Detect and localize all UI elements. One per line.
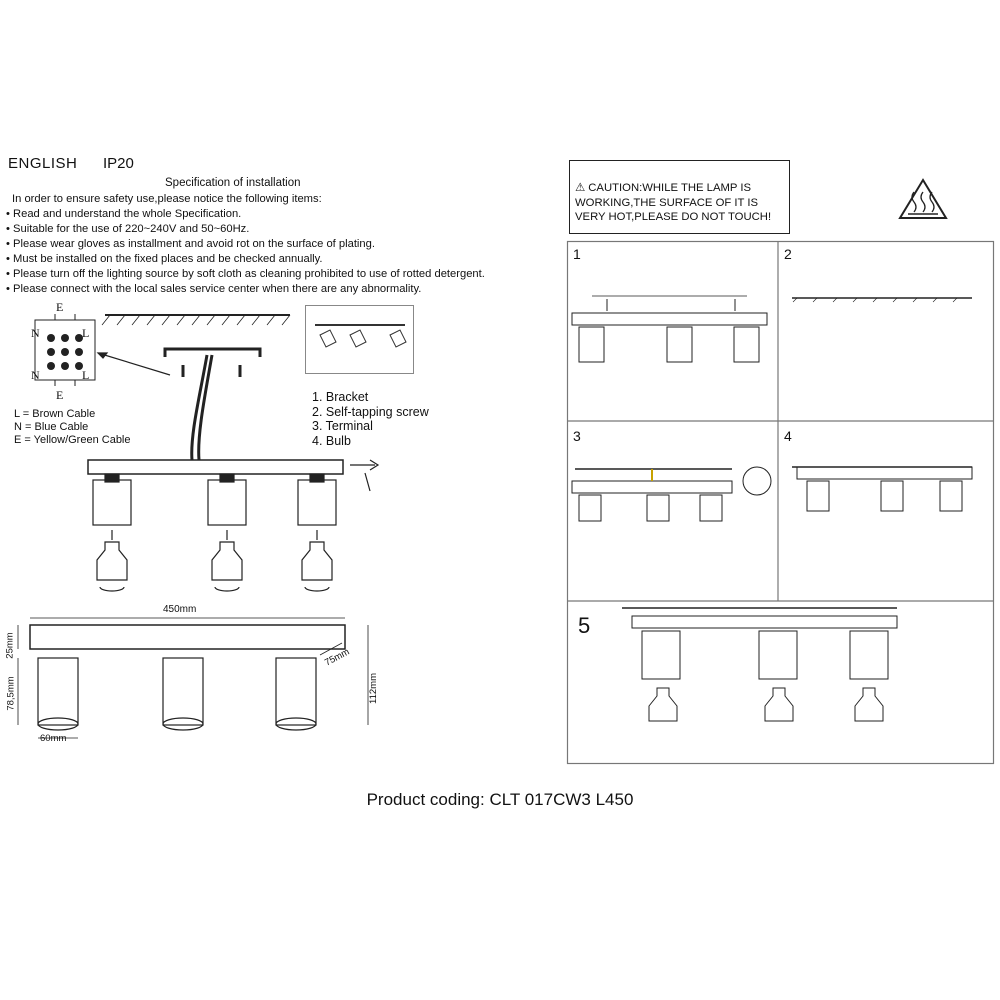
dim-base-height: 25mm xyxy=(4,632,16,659)
part-item: 4. Bulb xyxy=(312,433,351,448)
legend-item: N = Blue Cable xyxy=(14,421,89,433)
dim-shade-height: 78,5mm xyxy=(5,676,17,711)
legend-item: L = Brown Cable xyxy=(14,408,96,420)
product-coding: Product coding: CLT 017CW3 L450 xyxy=(366,790,634,809)
dim-shade-width: 60mm xyxy=(40,733,67,744)
language-label: ENGLISH xyxy=(8,155,78,172)
hot-surface-icon xyxy=(898,178,948,220)
step-number: 5 xyxy=(578,613,591,638)
spec-rule: • Must be installed on the fixed places and be checked annually. xyxy=(6,253,323,265)
part-item: 2. Self-tapping screw xyxy=(312,404,429,419)
part-item: 1. Bracket xyxy=(312,390,369,404)
spec-rule: • Please connect with the local sales service center when there are any abnormality. xyxy=(6,283,422,295)
spec-title: Specification of installation xyxy=(165,177,301,189)
spec-rule: • Please wear gloves as installment and avoid rot on the surface of plating. xyxy=(6,238,375,250)
ip-rating: IP20 xyxy=(103,155,134,172)
spec-rule: • Please turn off the lighting source by soft cloth as cleaning prohibited to use of rotted detergent. xyxy=(6,268,485,280)
spec-rule: • Suitable for the use of 220~240V and 50~60Hz. xyxy=(6,223,250,235)
legend-item: E = Yellow/Green Cable xyxy=(14,434,131,446)
part-item: 3. Terminal xyxy=(312,419,373,433)
spec-rule: In order to ensure safety use,please notice the following items: xyxy=(12,193,322,205)
steps-grid xyxy=(567,241,994,766)
caution-line: ⚠ CAUTION:WHILE THE LAMP IS xyxy=(575,182,752,194)
step-number: 2 xyxy=(784,246,792,262)
step-number: 4 xyxy=(784,428,792,444)
terminal-e-bottom: E xyxy=(56,388,64,402)
dim-length: 450mm xyxy=(163,604,197,615)
terminal-e-top: E xyxy=(56,300,64,314)
dimension-drawing xyxy=(0,600,420,750)
spec-rule: • Read and understand the whole Specification. xyxy=(6,208,242,220)
terminal-n-bottom: N xyxy=(31,368,40,382)
step-number: 1 xyxy=(573,246,581,262)
terminal-l-top: L xyxy=(82,326,90,340)
dim-total-height: 112mm xyxy=(367,673,379,704)
caution-line: WORKING,THE SURFACE OF IT IS xyxy=(575,196,759,209)
step-number: 3 xyxy=(573,428,581,444)
terminal-l-bottom: L xyxy=(82,368,90,382)
caution-box xyxy=(569,160,790,234)
dim-depth: 75mm xyxy=(322,646,352,669)
caution-line: VERY HOT,PLEASE DO NOT TOUCH! xyxy=(575,211,772,223)
product-sketch xyxy=(305,305,415,375)
terminal-n-top: N xyxy=(31,326,40,340)
